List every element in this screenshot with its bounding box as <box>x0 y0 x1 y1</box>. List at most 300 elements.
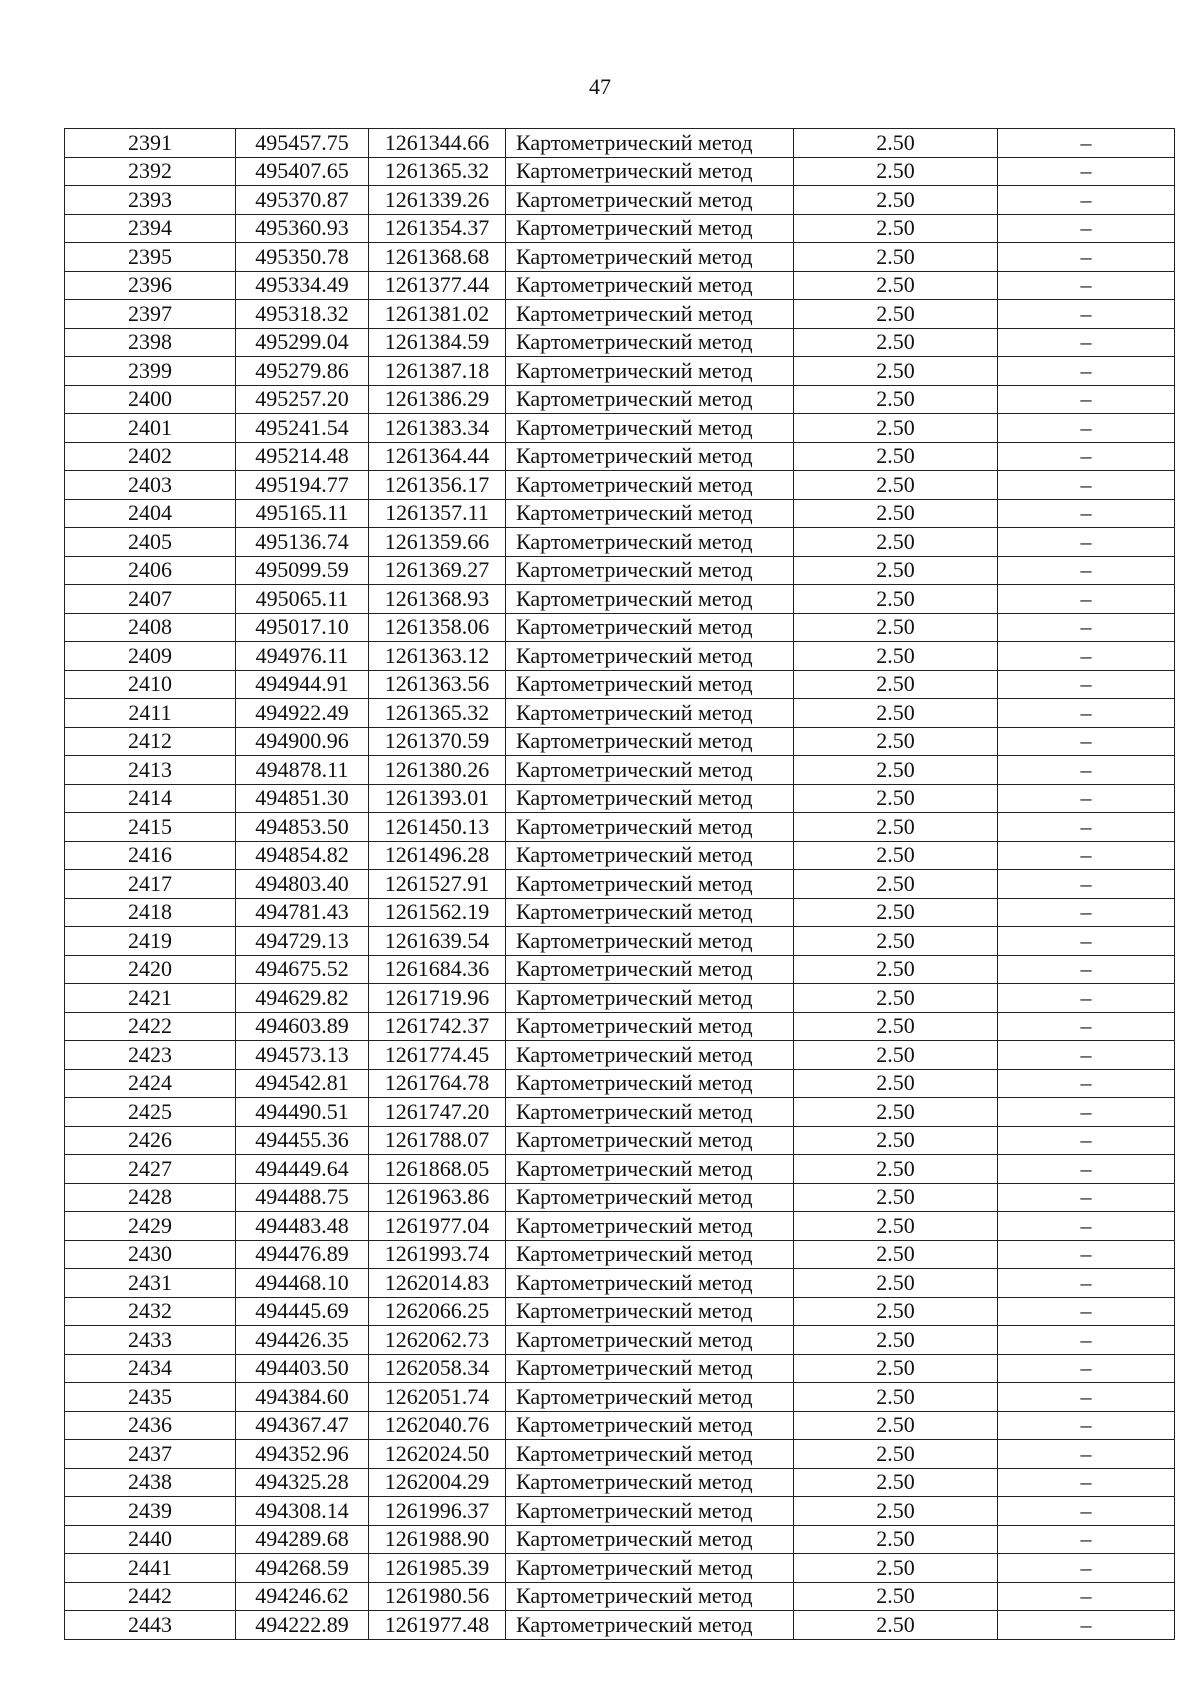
accuracy-cell: 2.50 <box>794 1041 998 1070</box>
method-cell: Картометрический метод <box>506 841 794 870</box>
table-row <box>65 1155 1175 1184</box>
table-row <box>65 1611 1175 1640</box>
description-cell: – <box>998 1383 1175 1412</box>
y-coordinate-cell: 1261747.20 <box>369 1098 506 1127</box>
description-cell: – <box>998 300 1175 329</box>
description-cell: – <box>998 157 1175 186</box>
x-coordinate-cell: 494488.75 <box>236 1183 369 1212</box>
method-cell: Картометрический метод <box>506 1012 794 1041</box>
x-coordinate-cell: 495299.04 <box>236 328 369 357</box>
description-cell: – <box>998 699 1175 728</box>
accuracy-cell: 2.50 <box>794 1354 998 1383</box>
method-cell: Картометрический метод <box>506 1525 794 1554</box>
accuracy-cell: 2.50 <box>794 699 998 728</box>
point-number-cell: 2426 <box>65 1126 236 1155</box>
method-cell: Картометрический метод <box>506 328 794 357</box>
description-cell: – <box>998 357 1175 386</box>
method-cell: Картометрический метод <box>506 442 794 471</box>
x-coordinate-cell: 494268.59 <box>236 1554 369 1583</box>
description-cell: – <box>998 385 1175 414</box>
description-cell: – <box>998 1240 1175 1269</box>
x-coordinate-cell: 495334.49 <box>236 271 369 300</box>
description-cell: – <box>998 1611 1175 1640</box>
point-number-cell: 2412 <box>65 727 236 756</box>
accuracy-cell: 2.50 <box>794 1497 998 1526</box>
accuracy-cell: 2.50 <box>794 870 998 899</box>
x-coordinate-cell: 495318.32 <box>236 300 369 329</box>
point-number-cell: 2397 <box>65 300 236 329</box>
point-number-cell: 2441 <box>65 1554 236 1583</box>
description-cell: – <box>998 442 1175 471</box>
x-coordinate-cell: 494352.96 <box>236 1440 369 1469</box>
point-number-cell: 2398 <box>65 328 236 357</box>
method-cell: Картометрический метод <box>506 1554 794 1583</box>
method-cell: Картометрический метод <box>506 613 794 642</box>
method-cell: Картометрический метод <box>506 1240 794 1269</box>
y-coordinate-cell: 1261450.13 <box>369 813 506 842</box>
accuracy-cell: 2.50 <box>794 1411 998 1440</box>
description-cell: – <box>998 214 1175 243</box>
method-cell: Картометрический метод <box>506 157 794 186</box>
y-coordinate-cell: 1261363.12 <box>369 642 506 671</box>
table-row <box>65 984 1175 1013</box>
table-row <box>65 328 1175 357</box>
point-number-cell: 2404 <box>65 499 236 528</box>
description-cell: – <box>998 1326 1175 1355</box>
page-number: 47 <box>589 74 611 99</box>
x-coordinate-cell: 494854.82 <box>236 841 369 870</box>
table-row <box>65 243 1175 272</box>
table-row <box>65 528 1175 557</box>
description-cell: – <box>998 1155 1175 1184</box>
description-cell: – <box>998 727 1175 756</box>
y-coordinate-cell: 1261977.04 <box>369 1212 506 1241</box>
point-number-cell: 2425 <box>65 1098 236 1127</box>
coordinates-table-body <box>65 129 1175 1640</box>
description-cell: – <box>998 499 1175 528</box>
accuracy-cell: 2.50 <box>794 157 998 186</box>
x-coordinate-cell: 494426.35 <box>236 1326 369 1355</box>
description-cell: – <box>998 1554 1175 1583</box>
accuracy-cell: 2.50 <box>794 1155 998 1184</box>
y-coordinate-cell: 1261365.32 <box>369 157 506 186</box>
method-cell: Картометрический метод <box>506 955 794 984</box>
x-coordinate-cell: 495194.77 <box>236 471 369 500</box>
accuracy-cell: 2.50 <box>794 1012 998 1041</box>
y-coordinate-cell: 1261383.34 <box>369 414 506 443</box>
accuracy-cell: 2.50 <box>794 1297 998 1326</box>
description-cell: – <box>998 1012 1175 1041</box>
table-row <box>65 841 1175 870</box>
point-number-cell: 2402 <box>65 442 236 471</box>
table-row <box>65 1126 1175 1155</box>
method-cell: Картометрический метод <box>506 129 794 158</box>
accuracy-cell: 2.50 <box>794 784 998 813</box>
description-cell: – <box>998 414 1175 443</box>
y-coordinate-cell: 1261985.39 <box>369 1554 506 1583</box>
description-cell: – <box>998 955 1175 984</box>
description-cell: – <box>998 1212 1175 1241</box>
description-cell: – <box>998 1468 1175 1497</box>
method-cell: Картометрический метод <box>506 1468 794 1497</box>
accuracy-cell: 2.50 <box>794 556 998 585</box>
method-cell: Картометрический метод <box>506 813 794 842</box>
table-row <box>65 670 1175 699</box>
point-number-cell: 2439 <box>65 1497 236 1526</box>
x-coordinate-cell: 495165.11 <box>236 499 369 528</box>
y-coordinate-cell: 1261980.56 <box>369 1582 506 1611</box>
point-number-cell: 2399 <box>65 357 236 386</box>
x-coordinate-cell: 495407.65 <box>236 157 369 186</box>
x-coordinate-cell: 494445.69 <box>236 1297 369 1326</box>
y-coordinate-cell: 1261988.90 <box>369 1525 506 1554</box>
point-number-cell: 2417 <box>65 870 236 899</box>
point-number-cell: 2401 <box>65 414 236 443</box>
x-coordinate-cell: 494449.64 <box>236 1155 369 1184</box>
point-number-cell: 2440 <box>65 1525 236 1554</box>
accuracy-cell: 2.50 <box>794 1326 998 1355</box>
x-coordinate-cell: 495257.20 <box>236 385 369 414</box>
table-row <box>65 784 1175 813</box>
accuracy-cell: 2.50 <box>794 813 998 842</box>
method-cell: Картометрический метод <box>506 1069 794 1098</box>
accuracy-cell: 2.50 <box>794 1611 998 1640</box>
method-cell: Картометрический метод <box>506 1297 794 1326</box>
description-cell: – <box>998 841 1175 870</box>
method-cell: Картометрический метод <box>506 585 794 614</box>
y-coordinate-cell: 1261684.36 <box>369 955 506 984</box>
x-coordinate-cell: 494675.52 <box>236 955 369 984</box>
method-cell: Картометрический метод <box>506 214 794 243</box>
table-row <box>65 1326 1175 1355</box>
accuracy-cell: 2.50 <box>794 927 998 956</box>
point-number-cell: 2411 <box>65 699 236 728</box>
table-row <box>65 1525 1175 1554</box>
point-number-cell: 2406 <box>65 556 236 585</box>
table-row <box>65 898 1175 927</box>
table-row <box>65 1582 1175 1611</box>
x-coordinate-cell: 494542.81 <box>236 1069 369 1098</box>
method-cell: Картометрический метод <box>506 1212 794 1241</box>
accuracy-cell: 2.50 <box>794 1440 998 1469</box>
table-row <box>65 129 1175 158</box>
x-coordinate-cell: 494483.48 <box>236 1212 369 1241</box>
accuracy-cell: 2.50 <box>794 129 998 158</box>
method-cell: Картометрический метод <box>506 642 794 671</box>
table-row <box>65 1468 1175 1497</box>
y-coordinate-cell: 1261365.32 <box>369 699 506 728</box>
method-cell: Картометрический метод <box>506 984 794 1013</box>
description-cell: – <box>998 642 1175 671</box>
method-cell: Картометрический метод <box>506 1326 794 1355</box>
description-cell: – <box>998 927 1175 956</box>
x-coordinate-cell: 495065.11 <box>236 585 369 614</box>
point-number-cell: 2410 <box>65 670 236 699</box>
x-coordinate-cell: 494922.49 <box>236 699 369 728</box>
accuracy-cell: 2.50 <box>794 357 998 386</box>
y-coordinate-cell: 1261496.28 <box>369 841 506 870</box>
point-number-cell: 2424 <box>65 1069 236 1098</box>
point-number-cell: 2433 <box>65 1326 236 1355</box>
accuracy-cell: 2.50 <box>794 328 998 357</box>
table-row <box>65 1354 1175 1383</box>
x-coordinate-cell: 494729.13 <box>236 927 369 956</box>
y-coordinate-cell: 1261359.66 <box>369 528 506 557</box>
table-row <box>65 271 1175 300</box>
x-coordinate-cell: 494944.91 <box>236 670 369 699</box>
accuracy-cell: 2.50 <box>794 528 998 557</box>
point-number-cell: 2428 <box>65 1183 236 1212</box>
point-number-cell: 2392 <box>65 157 236 186</box>
point-number-cell: 2395 <box>65 243 236 272</box>
x-coordinate-cell: 494629.82 <box>236 984 369 1013</box>
point-number-cell: 2394 <box>65 214 236 243</box>
point-number-cell: 2415 <box>65 813 236 842</box>
description-cell: – <box>998 129 1175 158</box>
accuracy-cell: 2.50 <box>794 471 998 500</box>
description-cell: – <box>998 1582 1175 1611</box>
description-cell: – <box>998 528 1175 557</box>
x-coordinate-cell: 494490.51 <box>236 1098 369 1127</box>
point-number-cell: 2429 <box>65 1212 236 1241</box>
method-cell: Картометрический метод <box>506 186 794 215</box>
accuracy-cell: 2.50 <box>794 1183 998 1212</box>
method-cell: Картометрический метод <box>506 556 794 585</box>
accuracy-cell: 2.50 <box>794 442 998 471</box>
description-cell: – <box>998 1440 1175 1469</box>
method-cell: Картометрический метод <box>506 414 794 443</box>
x-coordinate-cell: 495457.75 <box>236 129 369 158</box>
y-coordinate-cell: 1261387.18 <box>369 357 506 386</box>
method-cell: Картометрический метод <box>506 1411 794 1440</box>
table-row <box>65 1183 1175 1212</box>
accuracy-cell: 2.50 <box>794 727 998 756</box>
method-cell: Картометрический метод <box>506 898 794 927</box>
method-cell: Картометрический метод <box>506 699 794 728</box>
y-coordinate-cell: 1262062.73 <box>369 1326 506 1355</box>
point-number-cell: 2407 <box>65 585 236 614</box>
y-coordinate-cell: 1261369.27 <box>369 556 506 585</box>
x-coordinate-cell: 494403.50 <box>236 1354 369 1383</box>
x-coordinate-cell: 495241.54 <box>236 414 369 443</box>
y-coordinate-cell: 1262058.34 <box>369 1354 506 1383</box>
description-cell: – <box>998 984 1175 1013</box>
accuracy-cell: 2.50 <box>794 1468 998 1497</box>
description-cell: – <box>998 1497 1175 1526</box>
table-row <box>65 870 1175 899</box>
point-number-cell: 2430 <box>65 1240 236 1269</box>
y-coordinate-cell: 1261356.17 <box>369 471 506 500</box>
x-coordinate-cell: 494289.68 <box>236 1525 369 1554</box>
x-coordinate-cell: 494878.11 <box>236 756 369 785</box>
method-cell: Картометрический метод <box>506 243 794 272</box>
method-cell: Картометрический метод <box>506 727 794 756</box>
accuracy-cell: 2.50 <box>794 499 998 528</box>
y-coordinate-cell: 1261368.68 <box>369 243 506 272</box>
point-number-cell: 2420 <box>65 955 236 984</box>
description-cell: – <box>998 471 1175 500</box>
method-cell: Картометрический метод <box>506 499 794 528</box>
x-coordinate-cell: 494325.28 <box>236 1468 369 1497</box>
point-number-cell: 2408 <box>65 613 236 642</box>
accuracy-cell: 2.50 <box>794 1383 998 1412</box>
table-row <box>65 157 1175 186</box>
method-cell: Картометрический метод <box>506 1383 794 1412</box>
y-coordinate-cell: 1261774.45 <box>369 1041 506 1070</box>
method-cell: Картометрический метод <box>506 1269 794 1298</box>
method-cell: Картометрический метод <box>506 1582 794 1611</box>
description-cell: – <box>998 870 1175 899</box>
y-coordinate-cell: 1261977.48 <box>369 1611 506 1640</box>
y-coordinate-cell: 1261381.02 <box>369 300 506 329</box>
accuracy-cell: 2.50 <box>794 1554 998 1583</box>
y-coordinate-cell: 1262040.76 <box>369 1411 506 1440</box>
point-number-cell: 2434 <box>65 1354 236 1383</box>
point-number-cell: 2432 <box>65 1297 236 1326</box>
x-coordinate-cell: 494222.89 <box>236 1611 369 1640</box>
description-cell: – <box>998 1354 1175 1383</box>
y-coordinate-cell: 1261377.44 <box>369 271 506 300</box>
table-row <box>65 699 1175 728</box>
table-row <box>65 556 1175 585</box>
table-row <box>65 927 1175 956</box>
description-cell: – <box>998 613 1175 642</box>
accuracy-cell: 2.50 <box>794 670 998 699</box>
accuracy-cell: 2.50 <box>794 585 998 614</box>
point-number-cell: 2413 <box>65 756 236 785</box>
point-number-cell: 2419 <box>65 927 236 956</box>
x-coordinate-cell: 494853.50 <box>236 813 369 842</box>
accuracy-cell: 2.50 <box>794 756 998 785</box>
x-coordinate-cell: 494367.47 <box>236 1411 369 1440</box>
point-number-cell: 2418 <box>65 898 236 927</box>
y-coordinate-cell: 1261354.37 <box>369 214 506 243</box>
y-coordinate-cell: 1261996.37 <box>369 1497 506 1526</box>
x-coordinate-cell: 494468.10 <box>236 1269 369 1298</box>
y-coordinate-cell: 1261562.19 <box>369 898 506 927</box>
accuracy-cell: 2.50 <box>794 243 998 272</box>
description-cell: – <box>998 784 1175 813</box>
description-cell: – <box>998 243 1175 272</box>
y-coordinate-cell: 1261963.86 <box>369 1183 506 1212</box>
method-cell: Картометрический метод <box>506 528 794 557</box>
point-number-cell: 2438 <box>65 1468 236 1497</box>
point-number-cell: 2393 <box>65 186 236 215</box>
x-coordinate-cell: 495350.78 <box>236 243 369 272</box>
y-coordinate-cell: 1261993.74 <box>369 1240 506 1269</box>
point-number-cell: 2403 <box>65 471 236 500</box>
point-number-cell: 2427 <box>65 1155 236 1184</box>
table-row <box>65 385 1175 414</box>
table-row <box>65 1041 1175 1070</box>
table-row <box>65 414 1175 443</box>
y-coordinate-cell: 1261339.26 <box>369 186 506 215</box>
x-coordinate-cell: 495136.74 <box>236 528 369 557</box>
table-row <box>65 1069 1175 1098</box>
x-coordinate-cell: 494900.96 <box>236 727 369 756</box>
x-coordinate-cell: 495214.48 <box>236 442 369 471</box>
method-cell: Картометрический метод <box>506 1126 794 1155</box>
table-row <box>65 1554 1175 1583</box>
table-row <box>65 1240 1175 1269</box>
point-number-cell: 2422 <box>65 1012 236 1041</box>
table-row <box>65 585 1175 614</box>
description-cell: – <box>998 186 1175 215</box>
accuracy-cell: 2.50 <box>794 1098 998 1127</box>
x-coordinate-cell: 494384.60 <box>236 1383 369 1412</box>
accuracy-cell: 2.50 <box>794 642 998 671</box>
y-coordinate-cell: 1262066.25 <box>369 1297 506 1326</box>
description-cell: – <box>998 1183 1175 1212</box>
table-row <box>65 642 1175 671</box>
table-row <box>65 357 1175 386</box>
method-cell: Картометрический метод <box>506 927 794 956</box>
accuracy-cell: 2.50 <box>794 1212 998 1241</box>
y-coordinate-cell: 1262004.29 <box>369 1468 506 1497</box>
table-row <box>65 756 1175 785</box>
y-coordinate-cell: 1261527.91 <box>369 870 506 899</box>
x-coordinate-cell: 494573.13 <box>236 1041 369 1070</box>
table-row <box>65 613 1175 642</box>
accuracy-cell: 2.50 <box>794 1582 998 1611</box>
accuracy-cell: 2.50 <box>794 186 998 215</box>
method-cell: Картометрический метод <box>506 1354 794 1383</box>
point-number-cell: 2421 <box>65 984 236 1013</box>
description-cell: – <box>998 1297 1175 1326</box>
description-cell: – <box>998 1041 1175 1070</box>
description-cell: – <box>998 1126 1175 1155</box>
accuracy-cell: 2.50 <box>794 300 998 329</box>
description-cell: – <box>998 1269 1175 1298</box>
method-cell: Картометрический метод <box>506 271 794 300</box>
point-number-cell: 2437 <box>65 1440 236 1469</box>
description-cell: – <box>998 1098 1175 1127</box>
description-cell: – <box>998 1525 1175 1554</box>
table-row <box>65 813 1175 842</box>
method-cell: Картометрический метод <box>506 1440 794 1469</box>
y-coordinate-cell: 1262014.83 <box>369 1269 506 1298</box>
x-coordinate-cell: 494476.89 <box>236 1240 369 1269</box>
method-cell: Картометрический метод <box>506 1497 794 1526</box>
table-row <box>65 499 1175 528</box>
description-cell: – <box>998 756 1175 785</box>
accuracy-cell: 2.50 <box>794 1126 998 1155</box>
description-cell: – <box>998 670 1175 699</box>
y-coordinate-cell: 1261868.05 <box>369 1155 506 1184</box>
y-coordinate-cell: 1262024.50 <box>369 1440 506 1469</box>
description-cell: – <box>998 1069 1175 1098</box>
table-row <box>65 1497 1175 1526</box>
point-number-cell: 2396 <box>65 271 236 300</box>
table-row <box>65 1212 1175 1241</box>
description-cell: – <box>998 898 1175 927</box>
coordinates-table <box>64 128 1175 1640</box>
description-cell: – <box>998 271 1175 300</box>
point-number-cell: 2435 <box>65 1383 236 1412</box>
method-cell: Картометрический метод <box>506 1183 794 1212</box>
accuracy-cell: 2.50 <box>794 984 998 1013</box>
table-row <box>65 955 1175 984</box>
table-row <box>65 300 1175 329</box>
table-row <box>65 1269 1175 1298</box>
table-row <box>65 1297 1175 1326</box>
x-coordinate-cell: 494781.43 <box>236 898 369 927</box>
table-row <box>65 1012 1175 1041</box>
y-coordinate-cell: 1261364.44 <box>369 442 506 471</box>
table-row <box>65 471 1175 500</box>
table-row <box>65 186 1175 215</box>
accuracy-cell: 2.50 <box>794 841 998 870</box>
